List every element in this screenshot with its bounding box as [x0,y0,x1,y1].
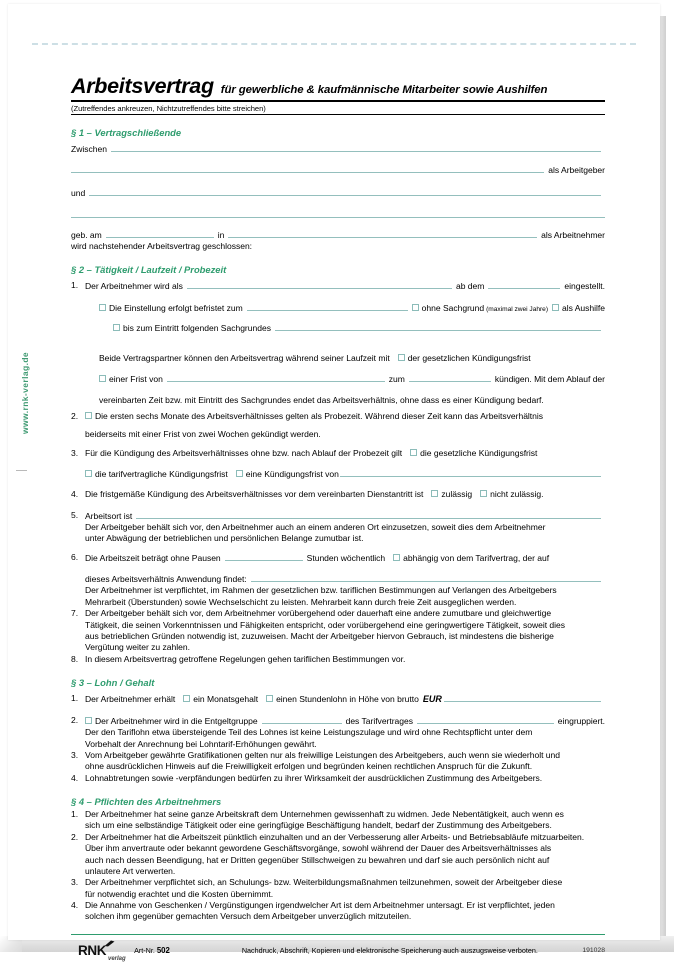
field-und-row-2 [71,209,605,218]
checkbox-als-aushilfe[interactable] [552,304,559,311]
footer-divider [71,934,605,935]
rnk-logo-subtext: verlag [108,955,126,962]
label-beide-vertragspartner: Beide Vertragspartner können den Arbeitsvertrag während seiner Laufzeit mit [99,352,390,363]
label-fuer-kuendigung: Für die Kündigung des Arbeitsverhältnisses ohne bzw. nach Ablauf der Probezeit gilt [85,447,403,458]
field-zwischen-row [71,143,605,155]
item-number: 3. [71,877,79,888]
section-3-item-2 [71,715,605,750]
tarifvertrag-row [85,573,605,585]
copyright-notice: Nachdruck, Abschrift, Kopieren und elektronische Speicherung auch auszugsweise verboten. [241,945,538,955]
label-einer-frist-von: einer Frist von [109,374,163,385]
label-monatsgehalt: ein Monatsgehalt [193,693,259,704]
checkbox-abhaengig-tarifvertrag[interactable] [393,554,400,561]
section-4-heading: § 4 – Pflichten des Arbeitnehmers [71,796,222,808]
title-rule [71,100,605,102]
item-number: 4. [71,772,79,783]
kuendigung-row-3: vereinbarten Zeit bzw. mit Eintritt des Sachgrundes endet das Arbeitsverhältnis, ohne dass es einer Kündigung bedarf. [99,394,544,405]
checkbox-einer-frist-von[interactable] [99,375,106,382]
label-zum: zum [388,374,405,385]
section-1-closing: wird nachstehender Arbeitsvertrag geschlossen: [71,240,253,251]
item-number: 2. [71,714,79,725]
item-number: 6. [71,551,79,562]
section-3-item-4 [71,773,605,784]
checkbox-gesetzliche-frist[interactable] [410,449,417,456]
vorrang-text: In diesem Arbeitsvertrag getroffene Regelungen gehen tariflichen Bestimmungen vor. [85,653,406,664]
geschenke-text-1: Die Annahme von Geschenken / Vergünstigungen irgendwelcher Art ist dem Arbeitnehmer untersagt. Er ist verpflichtet, jeden [85,899,555,910]
checkbox-probezeit[interactable] [85,412,92,419]
margin-tick-mark [16,470,27,471]
input-wochenstunden[interactable] [225,552,303,561]
section-4-item-1 [71,809,605,832]
arbeitskraft-text-1: Der Arbeitnehmer hat seine ganze Arbeitskraft dem Unternehmen gewissenhaft zu widmen. Jede Nebentätigkeit, auch wenn es [85,809,564,820]
input-kuendigungsfrist[interactable] [340,468,601,477]
input-tarifvertrag-name[interactable] [417,715,554,724]
label-arbeitszeit: Die Arbeitszeit beträgt ohne Pausen [85,552,221,563]
label-ab-dem: ab dem [455,281,485,292]
mehrarbeit-text-2: Mehrarbeit (Überstunden) sowie Wechselschicht zu leisten. Mehrarbeit kann durch freie Zeit ausgeglichen werden. [85,596,517,607]
label-gesetzliche-frist: die gesetzliche Kündigungsfrist [420,447,538,458]
field-und-row [71,187,605,199]
input-betrag[interactable] [444,693,601,702]
item-number: 3. [71,750,79,761]
section-4-item-3 [71,877,605,900]
checkbox-entgeltgruppe[interactable] [85,717,92,724]
einstellung-row [85,280,605,292]
input-zum-datum[interactable] [409,373,491,382]
section-4-item-2 [71,832,605,877]
item-number: 4. [71,489,79,500]
kuendigung-row-1 [99,353,605,364]
article-number [134,946,170,955]
tariflohn-text-2: Vorbehalt der Anrechnung bei Lohntarif-Erhöhungen gewährt. [85,738,317,749]
document-title: Arbeitsvertrag [71,74,214,98]
versetzung-text-4: Vergütung weiter zu zahlen. [85,642,190,653]
checkbox-nicht-zulaessig[interactable] [480,490,487,497]
checkbox-ohne-sachgrund[interactable] [412,304,419,311]
document-header [71,74,605,99]
input-geburtsdatum[interactable] [106,229,214,238]
schulungen-text-1: Der Arbeitnehmer verpflichtet sich, an Schulungs- bzw. Weiterbildungsmaßnahmen teilzunehmen, soweit der Arbeitgeber diese [85,877,563,888]
probezeit-row [85,411,605,422]
befristung-row [99,302,605,315]
item-number: 2. [71,410,79,421]
label-ohne-sachgrund-note: (maximal zwei Jahre) [486,305,548,313]
arbeitskraft-text-2: sich um eine selbständige Tätigkeit oder eine geringfügige Beschäftigung handelt, bedarf der Zustimmung des Arbeitgebers. [85,820,552,831]
label-stunden-woechentlich: Stunden wöchentlich [306,552,386,563]
document-footer [71,942,605,962]
rnk-logo [78,942,126,962]
verschwiegenheit-text-4: unlautere Art verwerten. [85,865,176,876]
section-3-heading: § 3 – Lohn / Gehalt [71,676,155,688]
entgeltgruppe-row [85,715,605,727]
label-bis-eintritt-sachgrund: bis zum Eintritt folgenden Sachgrundes [123,323,271,334]
section-2-item-6 [71,552,605,608]
label-eingruppiert: eingruppiert. [557,715,605,726]
item-number: 4. [71,899,79,910]
arbeitszeit-row [85,552,605,564]
gratifikationen-text-2: ohne ausdrücklichen Hinweis auf die Freiwilligkeit erfolgen und begründen keinen rechtlichen Anspruch für die Zukunft. [85,761,533,772]
perforation-line [32,43,636,45]
section-2-item-8 [71,654,605,665]
label-geb-am: geb. am [71,229,102,240]
versetzung-text-1: Der Arbeitgeber behält sich vor, dem Arbeitnehmer vorübergehend oder dauerhaft eine andere zumutbare und gleichwertige [85,608,552,619]
checkbox-bis-eintritt-sachgrund[interactable] [113,324,120,331]
label-als-arbeitgeber: als Arbeitgeber [548,164,605,175]
arbeitsort-text-1: Der Arbeitgeber behält sich vor, den Arbeitnehmer auch an einem anderen Ort einzusetzen, soweit dies dem Arbeitnehmer [85,522,546,533]
article-number-value: 502 [156,945,170,955]
section-2-item-2 [71,411,605,441]
contract-content [71,74,605,962]
label-zwischen: Zwischen [71,143,107,154]
checkbox-eine-kuendigungsfrist-von[interactable] [236,470,243,477]
label-des-tarifvertrages: des Tarifvertrages [345,715,414,726]
document-instruction-note: (Zutreffendes ankreuzen, Nichtzutreffendes bitte streichen) [71,104,605,115]
label-eur: EUR [422,693,442,704]
rnk-logo-text: RNK [78,942,107,958]
input-taetigkeit[interactable] [187,280,452,289]
label-arbeitsort: Arbeitsort ist [85,510,133,521]
section-2-item-5 [71,510,605,545]
lohnabtretungen-text: Lohnabtretungen sowie -verpfändungen bedürfen zu ihrer Wirksamkeit der ausdrücklichen Zustimmung des Arbeitgebers. [85,772,543,783]
input-geburtsort[interactable] [228,229,537,238]
section-2-item-1 [71,280,605,406]
label-zulaessig: zulässig [441,489,473,500]
kuendigung-row-2 [99,373,605,385]
item-number: 1. [71,692,79,703]
verschwiegenheit-text-2: Über ihm anvertraute oder bekannt gewordene Geschäftsvorgänge, sowohl während der Dauer des Arbeitsverhältnisses als [85,843,552,854]
section-2-item-4 [71,489,605,500]
probezeit-row-2: beiderseits mit einer Frist von zwei Wochen gekündigt werden. [85,429,321,440]
field-geburt-row [71,229,605,241]
label-ohne-sachgrund: ohne Sachgrund [421,302,485,313]
document-subtitle: für gewerbliche & kaufmännische Mitarbeiter sowie Aushilfen [220,84,548,96]
label-als-aushilfe: als Aushilfe [562,302,605,313]
label-gesetzliche-kuendigungsfrist: der gesetzlichen Kündigungsfrist [407,352,531,363]
label-arbeitnehmer-erhaelt: Der Arbeitnehmer erhält [85,693,176,704]
kuendigungsfrist-row-1 [85,448,605,459]
checkbox-stundenlohn[interactable] [266,695,273,702]
section-2-item-3 [71,448,605,481]
input-und-line-2[interactable] [71,209,605,218]
rnk-swoosh-icon [104,940,115,947]
item-number: 1. [71,280,79,291]
versetzung-text-3: aus betrieblichen Gründen notwendig ist, zuzuweisen. Macht der Arbeitgeber hiervon Gebrauch, ist mindestens die bisherige [85,630,554,641]
input-entgeltgruppe[interactable] [262,715,342,724]
item-number: 7. [71,608,79,619]
input-frist[interactable] [167,373,385,382]
label-und: und [71,188,86,199]
checkbox-tarifvertragliche-frist[interactable] [85,470,92,477]
input-arbeitsort[interactable] [136,510,601,519]
gratifikationen-text-1: Vom Arbeitgeber gewährte Gratifikationen gelten nur als freiwillige Leistungen des Arbeitgebers, auch wenn sie wiederholt und [85,750,560,761]
versetzung-text-2: Tätigkeit, die seinen Vorkenntnissen und Fähigkeiten entspricht, oder vorübergehend eine geringwertigere Tätigkeit, soweit dies [85,619,566,630]
item-number: 3. [71,447,79,458]
dienstantritt-row [85,489,605,500]
article-number-label: Art-Nr. [134,945,155,955]
contract-sheet [8,4,660,962]
page-edge-right-inner [659,16,666,946]
item-number: 1. [71,809,79,820]
arbeitsort-row [85,510,605,522]
schulungen-text-2: für notwendig erachtet und die Kosten übernimmt. [85,888,274,899]
section-4-item-4 [71,900,605,923]
checkbox-monatsgehalt[interactable] [183,695,190,702]
verschwiegenheit-text-3: auch nach dessen Beendigung, hat er Dritten gegenüber Stillschweigen zu bewahren und darf sie auch persönlich nicht auf [85,854,550,865]
label-als-arbeitnehmer: als Arbeitnehmer [541,229,605,240]
section-2-heading: § 2 – Tätigkeit / Laufzeit / Probezeit [71,264,227,276]
verschwiegenheit-text-1: Der Arbeitnehmer hat die Arbeitszeit pünktlich einzuhalten und an der Verbesserung aller Arbeits- und Betriebsabläufe mitzuarbeiten. [85,831,585,842]
label-eingestellt: eingestellt. [564,281,605,292]
checkbox-befristet[interactable] [99,304,106,311]
checkbox-zulaessig[interactable] [431,490,438,497]
mehrarbeit-text-1: Der Arbeitnehmer ist verpflichtet, im Rahmen der gesetzlichen bzw. tariflichen Bestimmungen auf Verlangen des Arbeitgebers [85,585,557,596]
label-probezeit: Die ersten sechs Monate des Arbeitsverhältnisses gelten als Probezeit. Während dieser Zeit kann das Arbeitsverhältnis [95,410,544,421]
input-und-line-1[interactable] [89,187,601,196]
item-number: 2. [71,831,79,842]
label-fristgemaesse-kuendigung: Die fristgemäße Kündigung des Arbeitsverhältnisses vor dem vereinbarten Dienstantritt ist [85,489,424,500]
item-number: 5. [71,509,79,520]
input-sachgrund[interactable] [275,322,601,331]
item-number: 8. [71,653,79,664]
label-anwendung-findet: dieses Arbeitsverhältnis Anwendung findet: [85,574,247,585]
section-3-item-1 [71,693,605,706]
label-stundenlohn: einen Stundenlohn in Höhe von brutto [276,693,419,704]
input-befristet-datum[interactable] [247,302,408,311]
input-zwischen-line-2[interactable] [71,164,544,173]
tariflohn-text-1: Der den Tariflohn etwa übersteigende Teil des Lohnes ist keine Leistungszulage und wird ohne Rechtspflicht unter dem [85,727,533,738]
label-nicht-zulaessig: nicht zulässig. [490,489,544,500]
field-arbeitgeber-row [71,164,605,176]
label-befristet-zum: Die Einstellung erfolgt befristet zum [109,302,243,313]
input-ab-dem-datum[interactable] [488,280,560,289]
geschenke-text-2: solchen ihm gegenüber gemachten Versuch dem Arbeitgeber unverzüglich mitzuteilen. [85,911,412,922]
section-1-heading: § 1 – Vertragschließende [71,126,182,138]
section-2-item-7 [71,608,605,653]
section-3-item-3 [71,750,605,773]
label-kuendigen: kündigen. Mit dem Ablauf der [494,374,605,385]
arbeitsort-text-2: unter Abwägung der betrieblichen und persönlichen Belange zumutbar ist. [85,533,364,544]
label-tarifvertragliche-frist: die tarifvertragliche Kündigungsfrist [95,468,228,479]
label-abhaengig-tarifvertrag: abhängig von dem Tarifvertrag, der auf [403,552,550,563]
input-tarifvertrag[interactable] [251,573,601,582]
verguetung-row [85,693,605,706]
vertical-website-url: www.rnk-verlag.de [20,351,30,434]
sachgrund-row [113,322,605,334]
label-wird-als: Der Arbeitnehmer wird als [85,281,183,292]
input-zwischen-line-1[interactable] [111,143,601,152]
label-eine-kuendigungsfrist-von: eine Kündigungsfrist von [245,468,339,479]
checkbox-gesetzliche-kuendigungsfrist[interactable] [398,354,405,361]
kuendigungsfrist-row-2 [85,468,605,480]
document-code: 191028 [582,946,605,954]
label-entgeltgruppe: Der Arbeitnehmer wird in die Entgeltgruppe [95,715,258,726]
label-in: in [217,229,225,240]
